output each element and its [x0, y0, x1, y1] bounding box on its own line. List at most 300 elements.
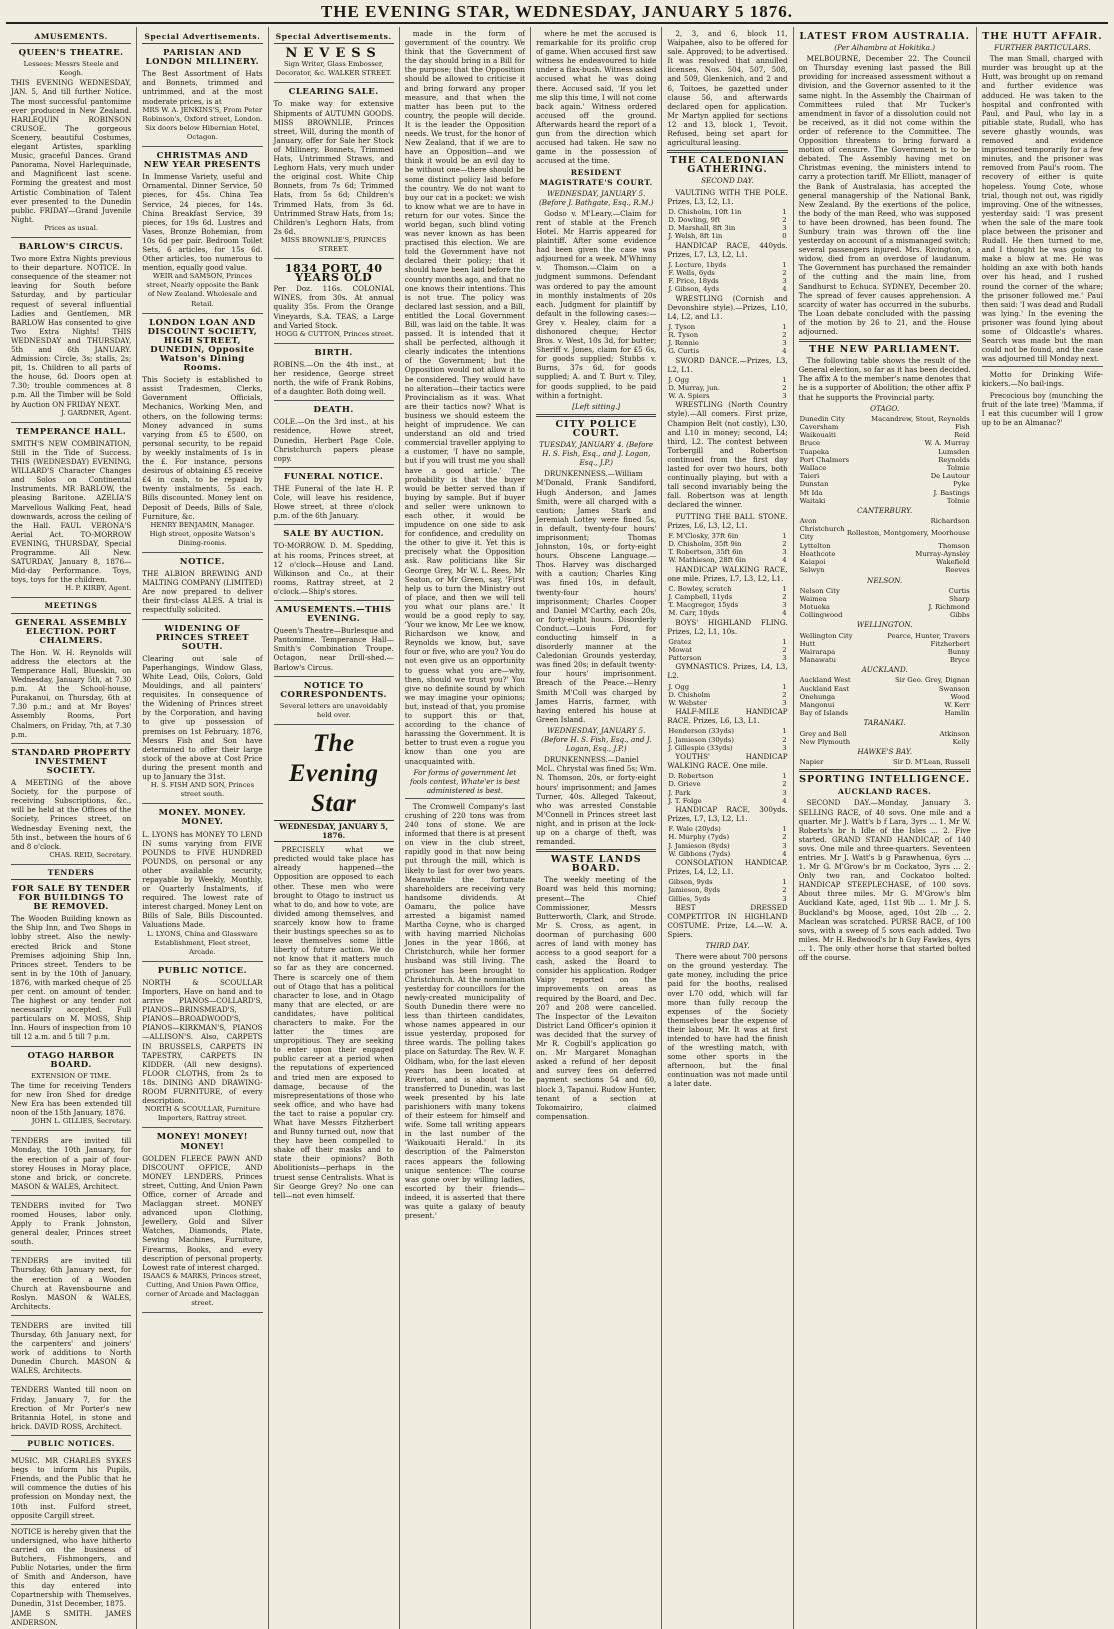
tender-sale-notice [11, 882, 131, 1047]
table-row [799, 550, 971, 558]
special-ads-heading: Special Advertisements. [142, 32, 262, 44]
sports-results [667, 188, 787, 401]
funeral-notice [274, 470, 394, 525]
table-row [667, 232, 787, 240]
leader-continued: made in the form of government of the country. We think that the Government of the day should bring in a Bill for the purpose; that the Opposition should be allowed to criticise it and bring forward any proper measure, and that when the matter has been put to the country, the people will decide. It is the leader the Opposition needs. We trust, for the honor of New Zealand, that if we are to have an Opposition—and we think it would be an evil day to be without one—there should be some distinct policy laid before the country. We do not want to buy our cat in a pocket: we wish to know what we are to have in return for our votes. Since the world began, such blind voting was never known as has been practised this election. We are told the Government have not declared their policy; that it should have been laid before the country months ago, and that no one knows their intentions. This is not true. The policy was declared last session, and a Bill, entitled the Local Government Bill, was laid on the table. It was passed. It is intended that it shall be perfected, although it clearly indicates the intentions of the Government; but the Opposition would not allow it to be considered. They would have no alteration—their tactics were Provincialism as it was. What are their tactics now? What is business we should esteem the height of imprudence. We can understand an old and tried commercial traveller applying to a customer, 'I have no sample, but if you will trust me you shall have a good article.' The probability is that the buyer would be better served than if buying by sample. But if buyer and seller were unknown to each other, it would be impudence on one side to ask for confidence, and credulity on the other to give it. Yet this is precisely what the Opposition ask. Raw politicians like Sir George Grey, Mr W. L. Rees, Mr Seaton, or Mr Green, say, 'First help us to turn the Ministry out of place, and then we will tell you what our plans are.' It would be a good reply to say, 'Your we know, Mr Lee we know, Richardson we know, and Reynolds we know, but, save four or five, who are you? You do not even give us an opportunity to guess what you are—why, then, should we trust you?' You give no definite sound by which we may imagine your opinions; but, instead of that, you promise to support this or that, according to the chance of harassing the Government. It is better to trust even a rogue you know than one you are unacquainted with. [404, 29, 526, 766]
ad-signature: NORTH & SCOULLAR, Furniture Importers, Rattray street. [144, 1105, 260, 1123]
placing: 2 [782, 330, 787, 339]
auction-notice [274, 527, 394, 601]
competitor-name: J. Rennie [668, 339, 699, 348]
placing: 1 [782, 322, 787, 331]
table-row [799, 558, 971, 566]
placing: 2 [782, 886, 787, 895]
ad-body: THE Funeral of the late H. P. Cole, will leave his residence, Howe street, at three o'clock p.m. of the 6th January. [273, 483, 394, 521]
tender-ad: TENDERS are invited till Thursday, 6th January next, for the carpenters' and joiners' work of additions to North Dunedin Church. MASON & WALES, Architects. [11, 1318, 131, 1381]
partnership-notice: NOTICE is hereby given that the undersigned, who have hitherto carried on the business of Butchers, Fishmongers, and Public Notaries, under the firm of Smith and Anderson, have this day entered into Copartnership with Themselves. Dunedin, 31st December, 1875. [11, 1526, 132, 1609]
event-title: VAULTING WITH THE POLE. Prizes, L3, L2, L1. [667, 187, 788, 206]
member: Tolmie [946, 463, 970, 472]
electorate: New Plymouth [799, 737, 851, 746]
electorate: Wairarapa [799, 647, 836, 656]
placing: 4 [782, 609, 787, 618]
masthead-title: THE EVENING STAR, WEDNESDAY, JANUARY 5 1876. [320, 2, 794, 21]
partnership-signature: JAME S SMITH. JAMES ANDERSON. [11, 1608, 132, 1627]
ad-signature: J. GARDNER, Agent. [60, 408, 132, 417]
table-row [667, 285, 787, 293]
placing: 1 [782, 207, 787, 216]
ad-signature: HENRY BENJAMIN, Manager. High street, opposite Watson's Dining-rooms. [149, 520, 256, 547]
competitor-name: C. Bowley, scratch [668, 584, 732, 593]
member: Wood [950, 692, 970, 701]
ad-title: CHRISTMAS AND NEW YEAR PRESENTS [143, 151, 261, 171]
province-heading: AUCKLAND. [861, 665, 908, 675]
province-heading: OTAGO. [870, 403, 900, 413]
member: Sir Geo. Grey, Dignan [895, 676, 970, 685]
member: Richardson [930, 517, 970, 526]
competitor-name: Patterson [668, 654, 702, 663]
left-sitting: [Left sitting.] [572, 401, 621, 411]
member: Curtis [948, 586, 970, 595]
placing: 1 [782, 375, 787, 384]
electorate: Nelson City [799, 586, 840, 595]
table-row [667, 772, 787, 780]
queens-theatre-ad [11, 46, 131, 238]
placing: 2 [782, 690, 787, 699]
table-row [667, 392, 787, 400]
province-heading: TARANAKI. [863, 718, 906, 728]
ad-body: The Best Assortment of Hats and Bonnets, trimmed and untrimmed, and at the most moderate prices, is at [142, 69, 263, 106]
tender-ad: TENDERS are invited till Thursday, 6th January next, for the erection of a Wooden Church at Ravensbourne and Roslyn. MASON & WALES, Architects. [11, 1253, 131, 1316]
competitor-name: W. Gibbons (7yds) [668, 849, 731, 858]
competitor-name: J. Park [668, 788, 691, 797]
ad-signature: WEIR and SAMSON, Princes street, Nearly opposite the Bank of New Zealand. Wholesale and Retail. [146, 272, 259, 308]
competitor-name: Mowat [668, 645, 692, 654]
election-results [799, 404, 971, 767]
ad-body: In Immense Variety, useful and Ornamental. Dinner Service, 50 pieces, for 45s. China Tea Service, 24 pieces, for 14s. China Breakfast Service, 39 pieces, for 19s 6d. Lustres and Vases, Bronze Bohemian, from 10s 6d per pair. Bedroom Toilet Sets, 6 articles, for 15s 6d. Other articles, too numerous to mention, equally good value. [142, 172, 263, 273]
competitor-name: Gratez [668, 637, 692, 646]
tender-ad: TENDERS invited for Two roomed Houses, labor only. Apply to Frank Johnston, general dealer, Princes street south. [11, 1198, 131, 1251]
member: Swanson [938, 684, 970, 693]
death-notice [274, 403, 394, 468]
table-row [799, 701, 971, 709]
leader-article: PRECISELY what we predicted would take place has already happened—the Opposition are opposed to each other. These men who were brought to Otago to instruct us what to do, and how to vote, are divided among themselves, and scarcely know how to frame their bustings speeches so as to leave themselves some little liberty of future action. We do not know that it matters much so far as they are concerned. There is scarcely one of them out of Otago that has a political character to lose, and in Otago many that are elected, or are candidates, have political characters to make. For the latter the times are unpropitious. They are seeking to enter upon their engaged public career at a period when the reputations of experienced and tried men are exposed to damage, because of the misrepresentations of those who seek office, and who have had the tact to raise a popular cry. What have Messrs Fitzherbert and Bunny turned out, now that they have been compelled to shake off their masks and to state their opinions? Both Abolitionists—perhaps in the truest sense Centralists. What is Sir George Grey? No one can tell—not even himself. [273, 845, 394, 1200]
ad-title: BIRTH. [314, 347, 353, 358]
ad-prices: Prices as usual. [44, 223, 99, 232]
column-6 [662, 27, 793, 1629]
electorate: Taieri [799, 472, 820, 481]
electorate: Tuapeka [799, 447, 830, 456]
placing: 3 [782, 392, 787, 401]
tender-ad: TENDERS Wanted till noon on Friday, January 7, for the Erection of Mr Porter's new Britannia Hotel, in stone and brick. DAVID ROSS, Architect. [11, 1382, 131, 1435]
birth-notice [274, 346, 394, 401]
table-row [667, 323, 787, 331]
placing: 2 [782, 645, 787, 654]
competitor-name: J. Welsh, 8ft 1in [668, 232, 723, 241]
event-title: WRESTLING (Cornish and Devonshire style).—Prizes, L10, L4, L2, and L1. [667, 293, 788, 321]
table-row [799, 640, 971, 648]
ad-title: NEVESS [285, 46, 382, 62]
competitor-name: W. Mathieson, 28ft 6in [668, 556, 746, 565]
ad-signature: CHAS. REID, Secretary. [49, 850, 132, 859]
ad-body: Clearing out sale of Paperhangings, Window Glass, White Lead, Oils, Colors, Gold Mouldings, and all painters' requisites. In consequence of the Widening of Princes street by the Corporation, and having to give up possession of premises on 1st February, 1876, Messrs Fish and Son have determined to offer their large stock of the above at Cost Price during the present month and up to January the 31st. [142, 653, 263, 782]
member: Tolmie [946, 496, 970, 505]
competitor-name: H. Murphy (7yds) [668, 833, 730, 842]
ad-body: THE ALBION BREWING AND MALTING COMPANY (LIMITED) Are now prepared to deliver their first-class ALES. A trial is respectfully solicited. [142, 569, 263, 615]
table-row [799, 472, 971, 480]
waste-lands-continued: 2, 3, and 6, block 11, Waipahee, also to be offered for sale. Approved; to be advertised. It was resolved that annulled licenses, Nos. 504, 507, 508, and 509, Glenkenich, and 2 and 6, Toitoes, be gazetted under clause 56, and afterwards declared open for application. Mr Martyn applied for sections 12 and 13, block 1, Tevoit. Refused, being set apart for agricultural leasing. [667, 29, 788, 148]
meetings-heading: MEETINGS [11, 601, 131, 613]
rm-court-body: Godso v. M'Leary.—Claim for rent of stable at the French Hotel. Mr Harris appeared for plaintiff. After some evidence had been given the case was adjourned for a week. M'Whinny v. Thomson.—Claim on a judgment summons. Defendant was ordered to pay the amount in monthly instalments of 20s each. Judgment for plaintiff by default in the following cases:—Grey v. Healey, claim for a dishonored cheque; Hector Bros. v. West, 10s 3d, for butter; Sheriff v. Jones, claim for £5 6s, for goods supplied; Stubbs v. Burns, 37s 6d, for goods supplied; A. and T. Burt v. Tiley, for goods supplied, to be paid within a fortnight. [536, 208, 657, 400]
placing: 2 [782, 780, 787, 789]
divider [536, 849, 656, 852]
table-row [667, 833, 787, 841]
member: Sharp [949, 594, 970, 603]
temperance-hall-ad [11, 425, 131, 599]
competitor-name: J. Gibson, 4yds [668, 285, 720, 294]
hutt-heading: THE HUTT AFFAIR. [982, 31, 1103, 42]
event-title: SWORD DANCE.—Prizes, L3, L2, L1. [667, 355, 788, 374]
ad-body: To make way for extensive Shipments of AUTUMN GOODS. MISS BROWNLIE, Princes street, Will, during the month of January, offer for Sale her Stock of Millinery, Bonnets, Trimmed Hats, Untrimmed Straws, and Leghorn Hats, very much under the original cost. White Chip Bonnets, from 7s 6d; Trimmed Hats, from 5s 6d; Children's Trimmed Hats, from 3s 6d. Untrimmed Straw Hats, from 1s; Children's Leghorn Hats, from 2s 6d. [273, 99, 394, 236]
ad-signature: MRS W. A. JENKINS'S, From Peter Robinson's, Oxford street, London. Six doors below Hibernian Hotel, Octagon. [142, 105, 263, 141]
member: Kelly [952, 737, 970, 746]
parisian-millinery-ad [142, 46, 262, 147]
column-7 [794, 27, 977, 1629]
placing: 3 [782, 601, 787, 610]
electorate: Waikouaiti [799, 431, 836, 440]
event-title: CONSOLATION HANDICAP. Prizes, L4, L2, L1. [667, 857, 788, 876]
competitor-name: F. Wells, 6yds [668, 268, 715, 277]
table-row [667, 548, 787, 556]
province-heading: NELSON. [867, 575, 903, 585]
member: Rolleston, Montgomery, Moorhouse [846, 529, 970, 538]
electorate: Caversham [799, 422, 839, 431]
competitor-name: D. Marshall, 8ft 3in [668, 224, 736, 233]
australia-body: MELBOURNE, December 22. The Council on Thursday evening last passed the Bill providing for increased assessment without a division, and the Governor assented to it the same night. In the Assembly the Chairman of Committees ruled that Mr Tucker's amendment in favor of a dissolution could not be received, as it did not come within the order of reference to the Committee. The Opposition threatens to bring forward a motion of censure. The Government is to be debated. The Assembly having met on Christmas evening, the ministers intend to carry a protection tariff. Mr Elliott, manager of the Bank of Australasia, has accepted the general managership of the National Bank, New Zealand. By the exertions of the police, the body of the man Reed, who was supposed to have been drowned, has been found. The Sunbury train was thrown off the line yesterday on account of a mismanaged switch; several passengers injured. Mrs. Rivington, a widow, died from an overdose of laudanum. The Government has purchased the remainder of the cutting and the main line, from Sandhurst to Echuca. SYDNEY, December 20. The spread of fever causes apprehension. A scarcity of water has occurred in the suburbs. The Loan debate concluded with the passing of the motion by 26 to 21, and the House adjourned. [798, 54, 971, 336]
competitor-name: J. Ogg [668, 682, 690, 691]
third-day-body: There were about 700 persons on the ground yesterday. The gate money, including the price paid for the booths, realised over L70 odd, which will far more than fully recoup the expenses of the Society themselves bear the expense of their labour, Mr. It was at first intended to have had the finish of the wrestling match, with some other sports in the afternoon, but the final continuation was not made until a later date. [667, 952, 788, 1089]
hutt-body: The man Small, charged with murder was brought up at the Hutt, was brought up on remand and further evidence was adduced. He was taken to the hospital and confronted with Paul, and Paul, who lay in a pitiable state, Rudall, who has severe ghastly wounds, was removed and evidence imprisoned temporarily for a few minutes, and the prisoner was removed from Paul's room. The recovery of either is quite hopeless. Young Cote, whose trial, though not out, was rigidly improving. One of the witnesses, yesterday said: 'I was present when the sale of the mare took place between the prisoner and Rudall. He then turned to me, and I thought he was going to make a blow at me. He was holding an axe with both hands over his head, and I rushed round the corner of the whare; the prisoner followed me.' Paul then said: 'I was dead and Rudall was lying.' In the evening the prisoner was found lying about some of Oldcastle's whares. Search was made but the man could not be found, and the case was adjourned till Monday next. [981, 54, 1103, 364]
event-results-table [667, 878, 787, 903]
electorate: Motueka [799, 603, 830, 611]
table-row [667, 347, 787, 355]
table-row [667, 699, 787, 707]
table-row [667, 895, 787, 903]
music-notice: MUSIC. MR CHARLES SYKES begs to inform his Pupils, Friends, and the Public that he will commence the duties of his profession on Monday next, the 10th inst. Fulford street, opposite Cargill street. [11, 1453, 131, 1525]
province-results-table [799, 415, 971, 505]
electorate: Manawatu [799, 656, 837, 665]
member: Fish [954, 422, 970, 431]
rm-court-sub: WEDNESDAY, JANUARY 5. (Before J. Bathgate, Esq., R.M.) [538, 188, 654, 207]
placing: 3 [782, 894, 787, 903]
ad-body: This Society is established to assist Tradesmen, Clerks, Government Officials, Mechanics, Working Men, and others, on the following terms: Money advanced in sums varying from £5 to £500, on personal security, to be repaid by weekly instalments of 1s in the £. For instance, persons desirous of obtaining £5 receive £4 in cash, to be repaid by twenty instalments, 5s each. Bills discounted. Money lent on Deposit of Deeds, Bills of Sale, Furniture, &c. [142, 375, 263, 521]
table-row [667, 224, 787, 232]
placing: 2 [782, 215, 787, 224]
table-row [799, 730, 971, 738]
column-8 [977, 27, 1108, 1629]
ad-title: CLEARING SALE. [288, 87, 379, 98]
competitor-name: Gibson, 9yds [668, 878, 713, 887]
table-row [799, 693, 971, 701]
ad-title: MONEY! MONEY! MONEY! [156, 1132, 248, 1152]
ad-body: TO-MORROW. D. M. Spedding, at his rooms, Princes street, at 12 o'clock—House and Land. Wilkinson and Co., at their rooms, Rattray street, at 2 o'clock.—Ship's stores. [273, 541, 394, 596]
table-row [667, 780, 787, 788]
table-row [799, 758, 971, 766]
table-row [667, 277, 787, 285]
police-court-body: DRUNKENNESS.—William M'Donald, Frank Sandiford, Hugh Anderson, and James Smith, were all charged with a caution; James Stark and Jeremiah Lottey were fined 5s, in default, twenty-four hours' imprisonment; Thomas Johnston, 10s, or forty-eight hours. Obscene Language.—Thos. Harvey was discharged with a caution; Charles King was fined 10s, in default, twenty-four hours' imprisonment; Charles Cooper and Daniel M'Carthy, each 20s, or forty-eight hours. Disorderly Conduct.—Louis Ford, for conducting himself in a disorderly manner at the Caledonian Grounds yesterday, was fined 20s; in default twenty-four hours' imprisonment. Breach of the Peace.—Henry Smith M'Coll was charged by James Harris, farmer, with having entered his house at Green Island. [536, 469, 657, 724]
widening-notice [142, 622, 262, 805]
province-results-table [799, 632, 971, 665]
table-row [799, 656, 971, 664]
province-results-table [799, 758, 971, 766]
table-row [667, 376, 787, 384]
ad-body: SMITH'S NEW COMBINATION, Still in the Tide of Success. THIS (WEDNESDAY) EVENING, WILLARD'S Character Changes and Solos on Continental Instruments. MR BARLOW, the pleasing Baritone. AZELIA'S Marvellous Walking Feat, head downwards, across the ceiling of the Hall. FAUL VERONA'S Aerial Act. TO-MORROW EVENING, THURSDAY, Special Programme. All New. SATURDAY, January 8, 1876—Mid-day Performance. Toys, toys, toys for the children. [11, 438, 132, 585]
placing: 3 [782, 339, 787, 348]
competitor-name: F. Price, 18yds [668, 277, 719, 286]
waste-lands-heading: WASTE LANDS BOARD. [550, 854, 642, 875]
placing: 1 [782, 878, 787, 887]
table-row [667, 886, 787, 894]
ad-title: BARLOW'S CIRCUS. [19, 241, 124, 252]
ad-title: WIDENING OF PRINCES STREET SOUTH. [155, 623, 250, 652]
event-results-table [667, 638, 787, 663]
sports-results-2 [667, 512, 787, 903]
competitor-name: J. Jamieson (30yds) [668, 735, 735, 744]
table-row [799, 542, 971, 550]
australia-heading: LATEST FROM AUSTRALIA. [799, 31, 970, 42]
placing: 3 [782, 654, 787, 663]
competitor-name: D. Chisholm, 35ft 9in [668, 539, 742, 548]
ad-body: The time for receiving Tenders for new Iron Shed for dredge New Era has been extended till noon of the 15th January, 1876. [11, 1080, 132, 1118]
competitor-name: J. Jamieson (8yds) [668, 841, 730, 850]
table-row [667, 850, 787, 858]
joke-item: Precocious boy (munching the fruit of the late tree) 'Mamma, if I eat this cucumber will I grow up to be an Almanac?' [981, 390, 1103, 427]
table-row [667, 797, 787, 805]
harbour-board-notice [11, 1049, 131, 1132]
placing: 3 [782, 548, 787, 557]
province-heading: WELLINGTON. [856, 620, 913, 630]
nevess-ad [274, 46, 394, 83]
member: Gibbs [949, 611, 970, 620]
electorate: Heathcote [799, 549, 836, 558]
ad-signature: JOHN L. GILLIES, Secretary. [31, 1117, 132, 1126]
table-row [667, 878, 787, 886]
wrestling-report: WRESTLING (North Country style).—All comers. First prize, Champion Belt (not costly), L30, and L10 in money; second, L4; third, L2. The contest between Torbergill and Robertson continued from the first day lasted for over two hours, both continually playing, but with a tall second invariably being the fall. Robertson was at length declared the winner. [667, 400, 788, 510]
competitor-name: T. Macgregor, 15yds [668, 601, 739, 610]
table-row [667, 609, 787, 617]
placing: 2 [782, 833, 787, 842]
placing: 1 [782, 825, 787, 834]
placing: 1 [782, 584, 787, 593]
member: W. A. Murray [924, 439, 970, 448]
placing: 1 [782, 637, 787, 646]
table-row [799, 439, 971, 447]
ad-title: NOTICE TO CORRESPONDENTS. [280, 680, 388, 700]
tenders-heading: TENDERS [11, 868, 131, 880]
event-results-table [667, 376, 787, 401]
ad-body: L. LYONS has MONEY TO LEND IN sums varying from FIVE POUNDS to FIVE HUNDRED POUNDS, on personal or any other available security, repayable by Weekly, Monthly, or Quarterly Instalments, if required. The lowest rate of interest charged. Money Lent on Bills of Sale, Bills Discounted. Valuations Made. [142, 829, 263, 930]
ad-body: THIS EVENING WEDNESDAY, JAN. 5, And till further Notice. The most successful pantomime ever produced in New Zealand. HARLEQUIN ROBINSON CRUSOE. The gorgeous Scenery, beautiful Costumes, elegant Artistes, sparkling Music, graceful Dances. Grand Panorama, Novel Harlequinade, and Magnificent last scene. Forming the greatest and most Artistic Combination of Talent ever presented to the Dunedin public. FRIDAY—Grand Juvenile Night. [11, 78, 132, 224]
member: Reeves [945, 566, 970, 575]
electorate: Bay of Islands [799, 709, 849, 718]
event-results-table [667, 323, 787, 356]
electorate: Napier [799, 758, 824, 767]
column-2 [137, 27, 268, 1629]
barlows-circus-ad [11, 240, 131, 423]
ad-body: Several letters are unavoidably held over. [279, 701, 388, 719]
table-row [799, 595, 971, 603]
event-title: HANDICAP RACE, 440yds. Prizes, L7, L3, L2, L1. [667, 240, 788, 259]
ad-signature: H. S. FISH AND SON, Princes street south. [150, 781, 255, 799]
member: Murray-Aynsley [915, 549, 970, 558]
table-row [667, 601, 787, 609]
member: Lumsden [938, 447, 970, 456]
table-row [799, 456, 971, 464]
event-title: HALF-MILE HANDICAP RACE. Prizes, L6, L3, L1. [667, 707, 788, 726]
amusements-tonight [274, 603, 394, 677]
member: W. Kerr [944, 701, 970, 710]
member: Sir D. M'Lean, Russell [893, 758, 970, 767]
ad-body: The Wooden Building known as the Ship Inn, and Two Shops in lobby street. Also the newly-erected Brick and Stone Premises adjoining Ship Inn, Princes street. Tenders to be sent in by the 10th of January, 1876, with marked cheque of 25 per cent. on amount of tender. The highest or any tender not necessarily accepted. Full particulars on M. MOSS, Ship Inn. Hours of inspection from 10 till 12 a.m. and 5 till 7 p.m. [11, 914, 132, 1042]
column-3 [269, 27, 400, 1629]
competitor-name: W. A. Spiers [668, 392, 710, 401]
placing: 4 [782, 285, 787, 294]
electorate: Dunedin City [799, 414, 845, 423]
ad-signature: ISAACS & MARKS, Princes street, Cutting, And Union Pawn Office, corner of Arcade and Maclaggan street. [143, 1271, 262, 1308]
table-row [799, 648, 971, 656]
table-row [799, 517, 971, 525]
competitor-name: D. Dowling, 9ft [668, 215, 721, 224]
albion-brewing-notice [142, 555, 262, 620]
ad-subtitle: EXTENSION OF TIME. [31, 1071, 112, 1080]
ad-title: TEMPERANCE HALL. [16, 426, 127, 437]
table-row [667, 593, 787, 601]
event-title: BOYS' HIGHLAND FLING. Prizes, L2, L1, 10s. [667, 617, 788, 636]
electorate: Auckland West [799, 676, 851, 685]
member: Wakefield [936, 558, 970, 567]
member: De Lautour [930, 472, 970, 481]
ad-body: Per Doz. 116s. COLONIAL WINES, from 30s. At annual quality 35s. From the Orange Vineyards, S.A. TEAS, a Large and Varied Stock. [273, 284, 394, 330]
competitor-name: D. Grieve [668, 780, 701, 789]
table-row [799, 525, 971, 541]
placing: 2 [782, 539, 787, 548]
ad-title: SALE BY AUCTION. [283, 529, 385, 540]
member: Thomson [938, 541, 970, 550]
electorate: Collingwood [799, 611, 843, 620]
competitor-name: Jamieson, 8yds [668, 886, 721, 895]
table-row [667, 269, 787, 277]
ad-signature: L. LYONS, China and Glassware Establishment, Fleet street, Arcade. [147, 929, 258, 956]
table-row [799, 464, 971, 472]
ad-title: STANDARD PROPERTY INVESTMENT SOCIETY. [11, 747, 131, 776]
police-court-sub-2: WEDNESDAY, JANUARY 5. (Before H. S. Fish, Esq., and J. Logan, Esq., J.P.) [541, 725, 652, 754]
member: Bunny [947, 647, 970, 656]
table-row [799, 423, 971, 431]
table-row [799, 497, 971, 505]
table-row [799, 431, 971, 439]
competitor-name: J. Ogg [668, 375, 690, 384]
races-heading: AUCKLAND RACES. [837, 787, 932, 797]
court-intro: where he met the accused is remarkable for its prolific crop of game. When accused first saw witness he endeavoured to hide under a flax-bush. Witness asked accused what he was doing there. Accused said, 'If you let me slip this time, I will not come back again.' Witness ordered accused off the ground. Afterwards heard the report of a gun from the direction which accused had taken. He saw no game in the possession of accused at the time. [536, 29, 657, 166]
evening-star-masthead: The Evening Star [288, 730, 379, 817]
police-court-sub: TUESDAY, JANUARY 4. (Before H. S. Fish, Esq., and J. Logan, Esq., J.P.) [539, 440, 654, 468]
waste-lands-body: The weekly meeting of the Board was held this morning; present—The Chief Commissioner, Messrs Butterworth, Clark, and Strode. Mr S. Cross, as agent, in doorman of purchasing 600 acres of land with money has access to a good seaport for a cash, asked the Board to consider his application. Rodger Vaipy reported on the improvements on areas as required by the Board, and Dec. 207 and 208 were cancelled. The Inspector of the Levaiton District Land Officer's opinion it was decided that the survey of Mr R. Cogbill's application go on. Mr Margaret Monaghan asked a refund of her deposit and survey fees on deferred payment sections 54 and 60, block 3, Tapanui. Rudow Hunter, tenant of a section at Tokomairiro, claimed compensation. [536, 875, 657, 1121]
police-court-heading: CITY POLICE COURT. [555, 418, 637, 439]
electorate: Auckland East [799, 684, 850, 693]
member: Hamlin [944, 709, 970, 718]
table-row [667, 331, 787, 339]
member: Fitzherbert [930, 639, 970, 648]
competitor-name: D. Chisholm, 10ft 1in [668, 207, 742, 216]
electorate: Waitaki [799, 496, 826, 505]
motto-item: Motto for Drinking Wife-kickers.—No bail-ings. [981, 370, 1103, 389]
placing: 0 [782, 232, 787, 241]
table-row [799, 448, 971, 456]
competitor-name: G. Curtis [668, 347, 700, 356]
competitor-name: J. Tyson [668, 322, 696, 331]
placing: 2 [782, 735, 787, 744]
ad-title: NOTICE. [179, 556, 225, 567]
competitor-name: D. Chisholm [668, 690, 711, 699]
page-masthead [6, 0, 1108, 24]
competitor-name: F. Wale (20yds) [668, 825, 721, 834]
ad-signature: HOGG & CUTTON, Princes street. [275, 329, 394, 338]
member: J. Bastings [933, 488, 970, 497]
table-row [799, 489, 971, 497]
australia-sub: (Per Alhambra at Hokitika.) [834, 43, 936, 53]
event-results-table [667, 772, 787, 805]
ad-title: PARISIAN AND LONDON MILLINERY. [145, 48, 260, 68]
table-row [667, 384, 787, 392]
event-title: HANDICAP WALKING RACE, one mile. Prizes, L7, L3, L2, L1. [667, 564, 788, 583]
electorate: Dunstan [799, 480, 829, 489]
province-heading: HAWKE'S BAY. [857, 746, 912, 756]
columns [6, 27, 1108, 1627]
table-row [667, 638, 787, 646]
table-row [799, 611, 971, 619]
electorate: Bruce [799, 439, 821, 448]
issue-dateline: WEDNESDAY, JANUARY 5, 1876. [274, 820, 394, 842]
member: Reynolds [938, 455, 970, 464]
parliament-body: The following table shows the result of the General election, so far as it has been decided. The affix A to the member's name denotes that he is a supporter of Abolition; the other affix P that he supports the Provincial party. [798, 356, 971, 402]
member: Atkinson [939, 729, 970, 738]
table-row [667, 736, 787, 744]
ad-title: FUNERAL NOTICE. [283, 471, 384, 482]
placing: 4 [782, 556, 787, 565]
table-row [667, 339, 787, 347]
table-row [667, 683, 787, 691]
ad-title: FOR SALE BY TENDER FOR BUILDINGS TO BE REMOVED. [12, 883, 131, 913]
ad-body: Two more Extra Nights previous to their departure. NOTICE. In consequence of the steamer not leaving for South before Saturday, and by particular request of several influential Ladies and Gentlemen, MR BARLOW Has consented to give Two Extra Nights! THIS WEDNESDAY and THURSDAY, 5th and 6th JANUARY. Admission: Circle, 3s; stalls, 2s; pit, 1s. Children to all parts of the house, 6d. Doors open at 7.30; trouble commences at 8 p.m. All the Timber will be Sold by Auction ON FRIDAY NEXT. [11, 254, 132, 409]
placing: 1 [782, 682, 787, 691]
competitor-name: J. Lecture, 1byds [668, 260, 727, 269]
ad-signature: MISS BROWNLIE'S, PRINCES STREET. [280, 235, 387, 253]
correspondents-notice [274, 679, 394, 725]
placing: 2 [782, 268, 787, 277]
ad-title: DEATH. [313, 405, 354, 416]
placing: 1 [782, 772, 787, 781]
event-results-table [667, 727, 787, 752]
ad-body: Queen's Theatre—Burlesque and Pantomime. Temperance Hall—Smith's Combination Troupe. Octagon, near Drill-shed.—Barlow's Circus. [273, 626, 394, 672]
north-scoullar-notice [142, 964, 262, 1129]
ad-body: The Hon. W. H. Reynolds will address the electors at the Temperance Hall, Blueskin, on Wednesday, January 5th, at 7.30 p.m. At the School-house, Purakanui, on Thursday, 6th at 7.30 p.m.; and at Mr Boyes' Assembly Rooms, Port Chalmers, on Friday, 7th, at 7.30 p.m. [11, 647, 132, 739]
electorate: Port Chalmers [799, 455, 850, 464]
table-row [667, 691, 787, 699]
table-row [799, 709, 971, 717]
third-day-heading: THIRD DAY. [705, 941, 750, 951]
sporting-heading: SPORTING INTELLIGENCE. [799, 774, 971, 786]
province-heading: CANTERBURY. [857, 505, 913, 515]
event-results-table [667, 683, 787, 708]
electorate: Wellington City [799, 631, 853, 640]
